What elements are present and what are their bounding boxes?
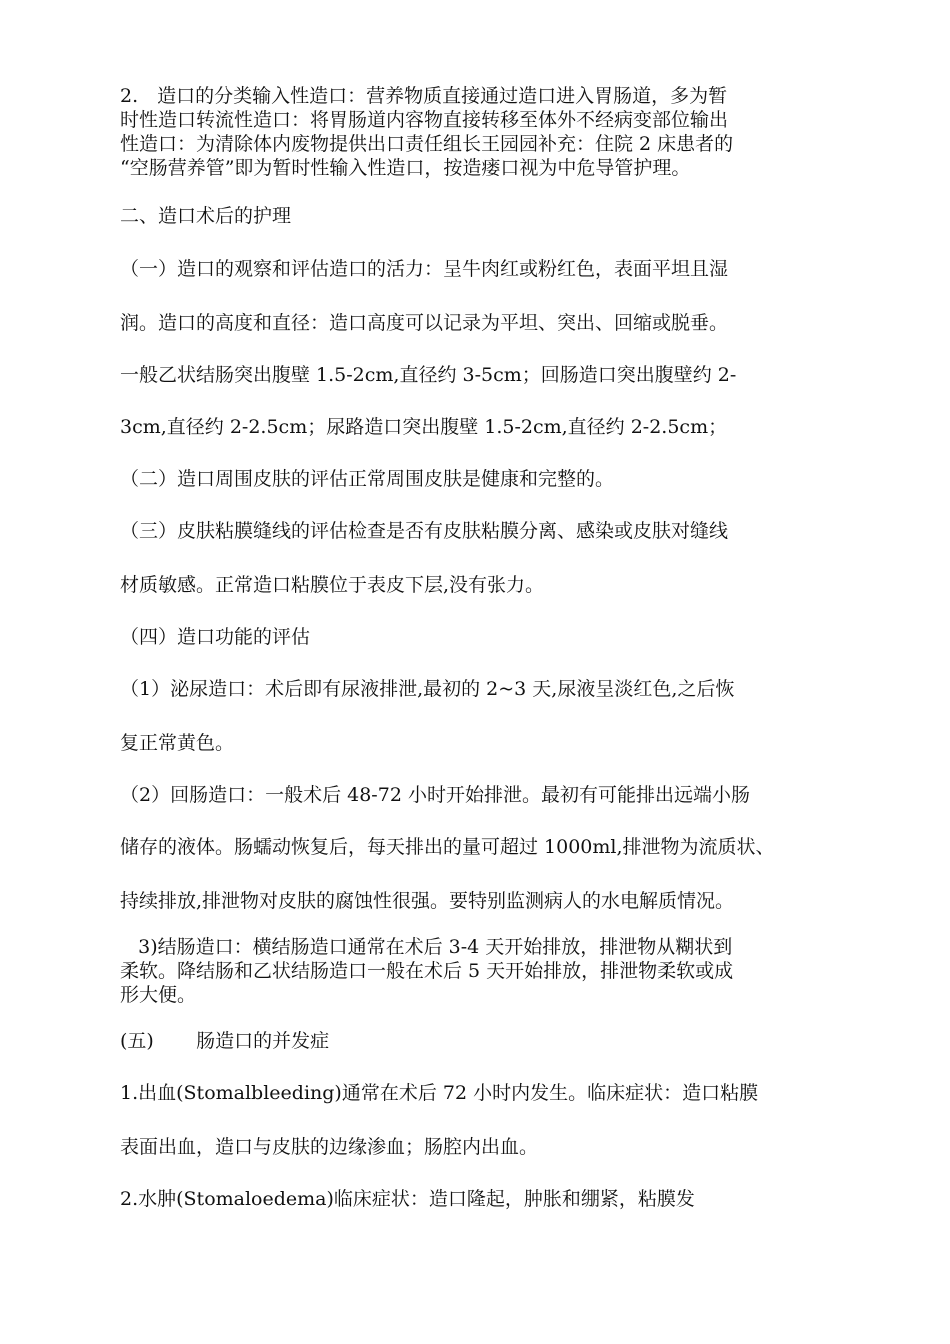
text-line: 3cm,直径约 2-2.5cm；尿路造口突出腹壁 1.5-2cm,直径约 2-2.5cm； <box>120 416 728 438</box>
text-line: 1.出血(Stomalbleeding)通常在术后 72 小时内发生。临床症状：造口粘膜 <box>120 1082 759 1104</box>
paragraph-line <box>120 624 840 650</box>
paragraph-line <box>120 676 840 702</box>
paragraph-line <box>120 256 840 282</box>
text-line: 材质敏感。正常造口粘膜位于表皮下层,没有张力。 <box>120 574 545 596</box>
text-line: 储存的液体。肠蠕动恢复后，每天排出的量可超过 1000ml,排泄物为流质状、 <box>120 836 775 858</box>
text-line: 2.水肿(Stomaloedema)临床症状：造口隆起，肿胀和绷紧，粘膜发 <box>120 1188 695 1210</box>
text-line: 柔软。降结肠和乙状结肠造口一般在术后 5 天开始排放，排泄物柔软或成 <box>120 960 734 982</box>
text-line: 二、造口术后的护理 <box>120 205 292 227</box>
text-line: （1）泌尿造口：术后即有尿液排泄,最初的 2~3 天,尿液呈淡红色,之后恢 <box>120 678 735 700</box>
text-line: (五) 肠造口的并发症 <box>120 1030 330 1052</box>
paragraph-stoma-classification <box>120 84 840 180</box>
text-line: 性造口：为清除体内废物提供出口责任组长王园园补充：住院 2 床患者的 <box>120 133 734 155</box>
text-line: 2. 造口的分类输入性造口：营养物质直接通过造口进入胃肠道，多为暂 <box>120 85 728 107</box>
paragraph-line <box>120 466 840 492</box>
text-line: 表面出血，造口与皮肤的边缘渗血；肠腔内出血。 <box>120 1136 539 1158</box>
text-line: 时性造口转流性造口：将胃肠道内容物直接转移至体外不经病变部位输出 <box>120 109 729 131</box>
text-line: 3)结肠造口：横结肠造口通常在术后 3-4 天开始排放，排泄物从糊状到 <box>120 936 733 958</box>
paragraph-line <box>120 1134 840 1160</box>
paragraph-line <box>120 572 840 598</box>
paragraph-line <box>120 518 840 544</box>
text-line: （三）皮肤粘膜缝线的评估检查是否有皮肤粘膜分离、感染或皮肤对缝线 <box>120 520 729 542</box>
text-line: 复正常黄色。 <box>120 732 235 754</box>
paragraph-line <box>120 888 840 914</box>
text-line: “空肠营养管”即为暂时性输入性造口，按造瘘口视为中危导管护理。 <box>120 157 691 179</box>
text-line: （一）造口的观察和评估造口的活力：呈牛肉红或粉红色，表面平坦且湿 <box>120 258 729 280</box>
section-heading <box>120 1028 840 1054</box>
paragraph-line <box>120 310 840 336</box>
paragraph-line <box>120 1080 840 1106</box>
section-heading <box>120 203 840 229</box>
text-line: （四）造口功能的评估 <box>120 626 311 648</box>
paragraph-line <box>120 782 840 808</box>
text-line: 持续排放,排泄物对皮肤的腐蚀性很强。要特别监测病人的水电解质情况。 <box>120 890 735 912</box>
paragraph-line <box>120 362 840 388</box>
paragraph-line <box>120 1186 840 1212</box>
text-line: 一般乙状结肠突出腹壁 1.5-2cm,直径约 3-5cm；回肠造口突出腹壁约 2- <box>120 364 737 386</box>
paragraph-line <box>120 834 840 860</box>
paragraph-colon-stoma <box>120 935 840 1007</box>
text-line: 形大便。 <box>120 984 197 1006</box>
text-line: （二）造口周围皮肤的评估正常周围皮肤是健康和完整的。 <box>120 468 615 490</box>
text-line: 润。造口的高度和直径：造口高度可以记录为平坦、突出、回缩或脱垂。 <box>120 312 729 334</box>
paragraph-line <box>120 730 840 756</box>
paragraph-line <box>120 414 840 440</box>
text-line: （2）回肠造口：一般术后 48-72 小时开始排泄。最初有可能排出远端小肠 <box>120 784 750 806</box>
